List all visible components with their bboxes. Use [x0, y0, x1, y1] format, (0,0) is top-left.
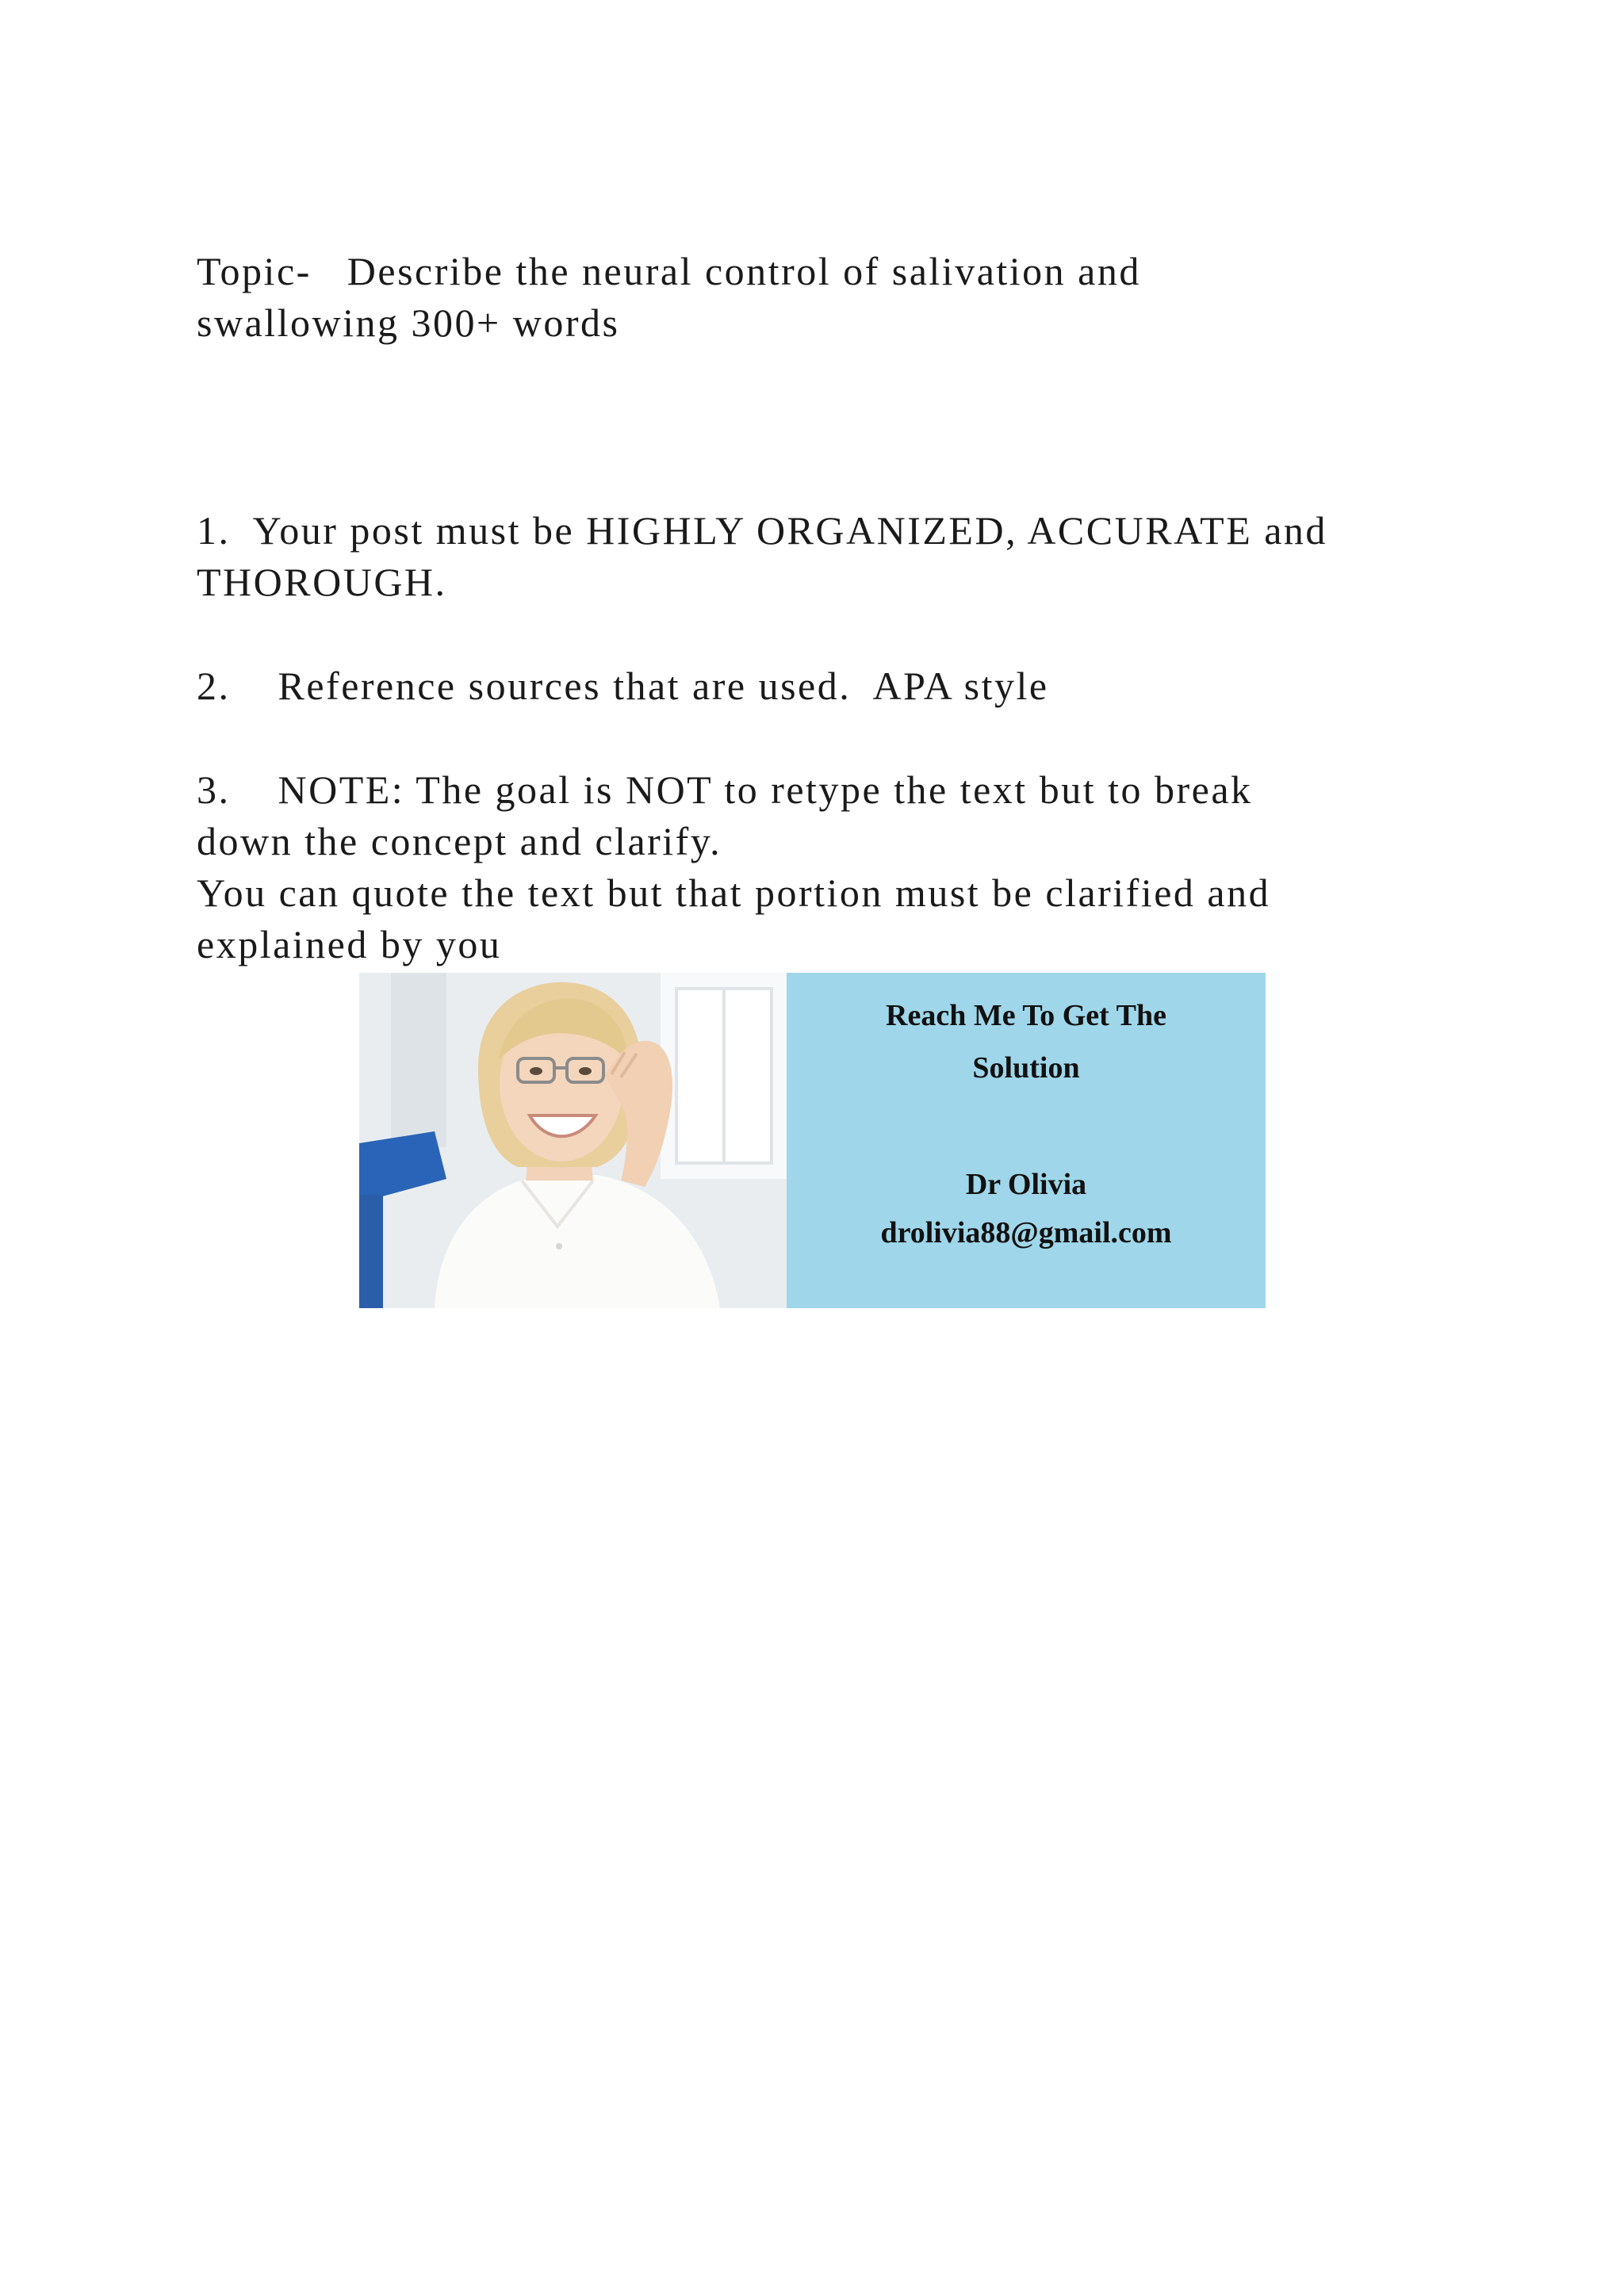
- instruction-item-3: 3. NOTE: The goal is NOT to retype the text but to break down the concept and clarify. You can quote the text but that portion must be clarified and explained by you: [197, 767, 1271, 966]
- contact-banner: [359, 973, 1266, 1308]
- topic-heading: Topic- Describe the neural control of salivation and swallowing 300+ words: [197, 249, 1141, 345]
- contact-email: drolivia88@gmail.com: [880, 1216, 1172, 1249]
- instruction-item-2: 2. Reference sources that are used. APA style: [197, 664, 1049, 708]
- contact-name: Dr Olivia: [965, 1168, 1087, 1201]
- instruction-item-1: 1. Your post must be HIGHLY ORGANIZED, ACCURATE and THOROUGH.: [197, 508, 1327, 604]
- promo-line-2: Solution: [972, 1051, 1080, 1085]
- contact-info-panel: [787, 973, 1266, 1308]
- smiling-woman-photo-icon: [359, 973, 787, 1308]
- promo-line-1: Reach Me To Get The: [886, 999, 1166, 1032]
